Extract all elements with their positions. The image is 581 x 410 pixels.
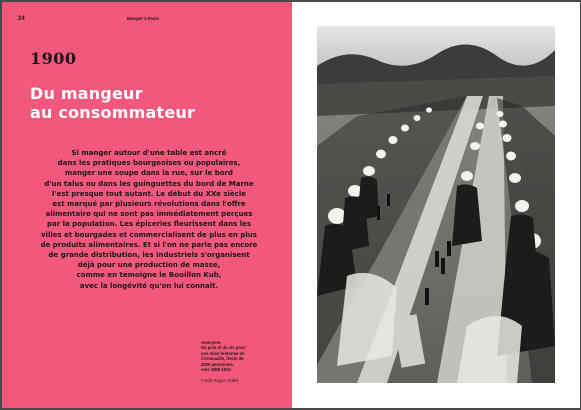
left-page [2, 2, 292, 408]
caption-credit: Fonds Roger-Viollet [201, 378, 238, 383]
running-head: Manger à Paris [127, 16, 160, 21]
body-paragraph: Si manger autour d'une table est ancré dans les pratiques bourgeoises ou populaires, manger une soupe dans la rue, sur le bord d'un talus ou dans les guinguettes du bord de Marne l'est presque tout autant. Le début du XXe siècle est marqué par plusieurs révolutions dans l'offre alimentaire qui ne sont pas immédiatement perçues par la population. Les épiceries fleurissent dans les villes et bourgades et commercialisent de plus en plus de produits alimentaires. Et si l'on ne parle pas encore de grande distribution, les industriels s'organisent déjà pour une production de masse, comme en témoigne le Bouillon Kub, avec la longévité qu'on lui connaît. [40, 149, 258, 290]
chapter-title-line-1: Du mangeur [30, 84, 143, 103]
chapter-title-line-2: au consommateur [30, 103, 196, 122]
chapter-year: 1900 [30, 49, 77, 68]
right-page [292, 2, 580, 408]
photo-illustration [317, 26, 555, 383]
page-number: 24 [18, 16, 25, 22]
photo-caption [201, 334, 279, 389]
caption-text: Anonyme, Du pain et du vin pour une noce bretonne en Cornouaille, festin de 2000 personnes, vers 1900-1910 [201, 339, 246, 372]
wedding-feast-photo [317, 26, 555, 383]
chapter-title [30, 84, 195, 122]
